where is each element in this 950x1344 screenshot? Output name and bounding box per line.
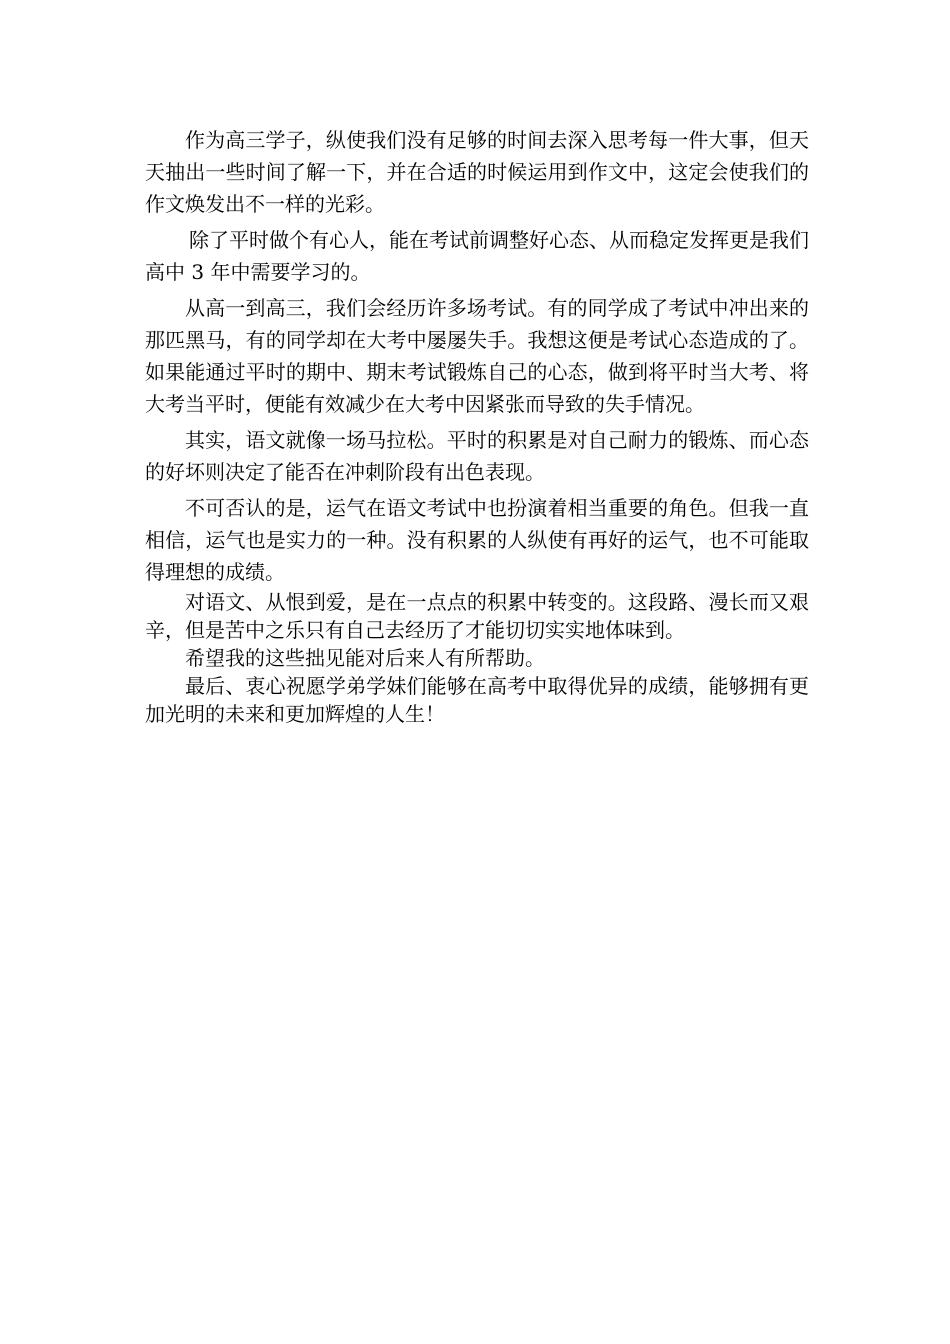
paragraph-7: 希望我的这些拙见能对后来人有所帮助。 [185,646,545,670]
paragraph-5: 不可否认的是，运气在语文考试中也扮演着相当重要的角色。但我一直相信，运气也是实力的一种。没有积累的人纵使有再好的运气，也不可能取得理想的成绩。 [145,496,809,584]
paragraph-3: 从高一到高三，我们会经历许多场考试。有的同学成了考试中冲出来的那匹黑马，有的同学却在大考中屡屡失手。我想这便是考试心态造成的了。如果能通过平时的期中、期末考试锻炼自己的心态，做到将平时当大考、将大考当平时，便能有效减少在大考中因紧张而导致的失手情况。 [145,296,809,416]
paragraph-2: 除了平时做个有心人，能在考试前调整好心态、从而稳定发挥更是我们高中 3 年中需要学习的。 [145,228,809,284]
paragraph-6: 对语文、从恨到爱，是在一点点的积累中转变的。这段路、漫长而又艰辛，但是苦中之乐只有自己去经历了才能切切实实地体味到。 [145,590,809,642]
document-body [145,124,809,728]
paragraph-1: 作为高三学子，纵使我们没有足够的时间去深入思考每一件大事，但天天抽出一些时间了解一下，并在合适的时候运用到作文中，这定会使我们的作文焕发出不一样的光彩。 [145,128,809,216]
paragraph-4: 其实，语文就像一场马拉松。平时的积累是对自己耐力的锻炼、而心态的好坏则决定了能否在冲刺阶段有出色表现。 [145,428,809,484]
paragraph-8: 最后、衷心祝愿学弟学妹们能够在高考中取得优异的成绩，能够拥有更加光明的未来和更加辉煌的人生！ [145,674,809,726]
